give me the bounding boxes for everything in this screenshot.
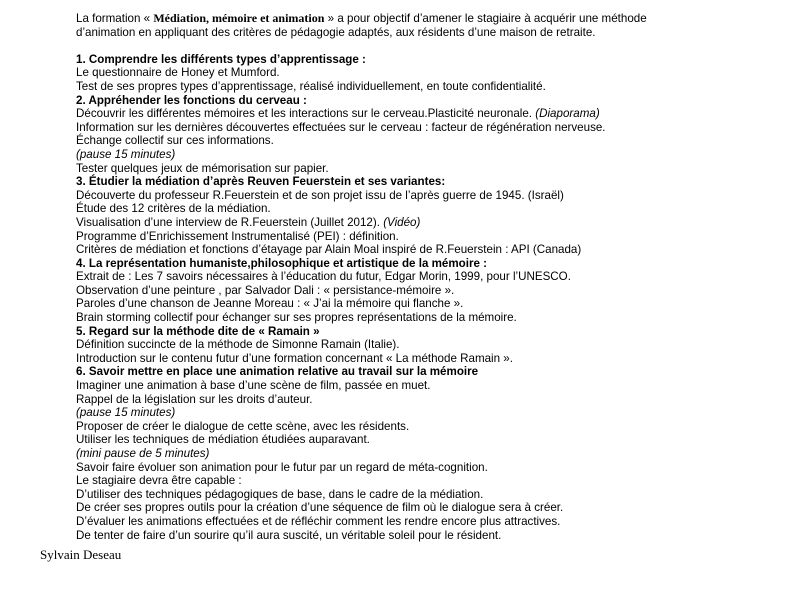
line-text: Imaginer une animation à base d’une scène de film, passée en muet. (76, 379, 431, 393)
section-line (76, 66, 776, 80)
line-text: De tenter de faire d’un sourire qu’il aura suscité, un véritable soleil pour le résident. (76, 528, 502, 542)
line-note: (pause 15 minutes) (76, 406, 176, 420)
line-text: Le stagiaire devra être capable : (76, 474, 242, 488)
intro-line-1 (76, 12, 776, 26)
line-text: Observation d’une peinture , par Salvador Dali : « persistance-mémoire ». (76, 283, 455, 297)
line-text: Utiliser les techniques de médiation étudiées auparavant. (76, 433, 370, 447)
section-heading: 1. Comprendre les différents types d’apprentissage : (76, 52, 366, 66)
line-text: Programme d’Enrichissement Instrumentalisé (PEI) : définition. (76, 229, 399, 243)
line-text: Le questionnaire de Honey et Mumford. (76, 66, 280, 80)
section-heading: 5. Regard sur la méthode dite de « Ramain » (76, 324, 320, 338)
spacer (76, 39, 776, 53)
document-body (76, 12, 776, 542)
line-text: Extrait de : Les 7 savoirs nécessaires à l’éducation du futur, Edgar Morin, 1999, pour l’UNESCO. (76, 270, 571, 284)
author-signature: Sylvain Deseau (40, 547, 122, 562)
intro-line-2: d’animation en appliquant des critères de pédagogie adaptés, aux résidents d’une maison de retraite. (76, 25, 596, 39)
section-line (76, 148, 776, 162)
line-note: (pause 15 minutes) (76, 147, 176, 161)
section-line (76, 420, 776, 434)
section-line (76, 243, 776, 257)
section-line (76, 488, 776, 502)
line-text: D’évaluer les animations effectuées et de réfléchir comment les rendre encore plus attractives. (76, 514, 561, 528)
section-line (76, 447, 776, 461)
line-text: Introduction sur le contenu futur d’une formation concernant « La méthode Ramain ». (76, 351, 513, 365)
line-text: Visualisation d’une interview de R.Feuerstein (Juillet 2012). (76, 215, 384, 229)
line-text: Savoir faire évoluer son animation pour le futur par un regard de méta-cognition. (76, 460, 488, 474)
section-line (76, 338, 776, 352)
section-line (76, 107, 776, 121)
line-text: Étude des 12 critères de la médiation. (76, 202, 271, 216)
line-text: Rappel de la législation sur les droits d’auteur. (76, 392, 313, 406)
sections-container (76, 53, 776, 542)
section-line (76, 311, 776, 325)
section-line (76, 297, 776, 311)
line-note: (Vidéo) (383, 215, 421, 229)
line-text: Critères de médiation et fonctions d’étayage par Alain Moal inspiré de R.Feuerstein : API (Canada) (76, 243, 582, 257)
section-line (76, 379, 776, 393)
line-text: Paroles d’une chanson de Jeanne Moreau : « J’ai la mémoire qui flanche ». (76, 297, 464, 311)
line-text: Définition succincte de la méthode de Simonne Ramain (Italie). (76, 338, 400, 352)
section-heading: 6. Savoir mettre en place une animation relative au travail sur la mémoire (76, 365, 479, 379)
section-line (76, 474, 776, 488)
line-text: Tester quelques jeux de mémorisation sur papier. (76, 161, 329, 175)
line-text: De créer ses propres outils pour la création d’une séquence de film où le dialogue sera à créer. (76, 501, 564, 515)
line-text: Test de ses propres types d’apprentissage, réalisé individuellement, en toute confidentialité. (76, 79, 546, 93)
line-note: (Diaporama) (535, 107, 600, 121)
section-line (76, 202, 776, 216)
section-line (76, 189, 776, 203)
section-line (76, 393, 776, 407)
line-text: Découvrir les différentes mémoires et les interactions sur le cerveau.Plasticité neuronale. (76, 107, 536, 121)
section-line (76, 121, 776, 135)
training-title: Médiation, mémoire et animation (153, 11, 325, 25)
line-text: Information sur les dernières découvertes effectuées sur le cerveau : facteur de régénération nerveuse. (76, 120, 606, 134)
section-line (76, 230, 776, 244)
section-line (76, 284, 776, 298)
section-line (76, 134, 776, 148)
intro-suffix: » a pour objectif d’amener le stagiaire à acquérir une méthode (324, 12, 647, 25)
line-text: D’utiliser des techniques pédagogiques de base, dans le cadre de la médiation. (76, 487, 484, 501)
section-line (76, 529, 776, 543)
intro-prefix: La formation « (76, 12, 154, 25)
section-line (76, 501, 776, 515)
section-line (76, 515, 776, 529)
section-line (76, 406, 776, 420)
line-text: Découverte du professeur R.Feuerstein et de son projet issu de l’après guerre de 1945. (Israël) (76, 188, 564, 202)
section-heading: 2. Appréhender les fonctions du cerveau : (76, 93, 307, 107)
line-text: Proposer de créer le dialogue de cette scène, avec les résidents. (76, 419, 410, 433)
line-text: Échange collectif sur ces informations. (76, 134, 274, 148)
line-text: Brain storming collectif pour échanger sur ses propres représentations de la mémoire. (76, 311, 517, 325)
section-line (76, 270, 776, 284)
section-line (76, 461, 776, 475)
section-line (76, 216, 776, 230)
section-line (76, 352, 776, 366)
section-line (76, 433, 776, 447)
section-line (76, 80, 776, 94)
section-heading: 3. Étudier la médiation d’après Reuven Feuerstein et ses variantes: (76, 175, 446, 189)
section-line (76, 162, 776, 176)
section-heading: 4. La représentation humaniste,philosophique et artistique de la mémoire : (76, 256, 488, 270)
line-note: (mini pause de 5 minutes) (76, 447, 210, 460)
